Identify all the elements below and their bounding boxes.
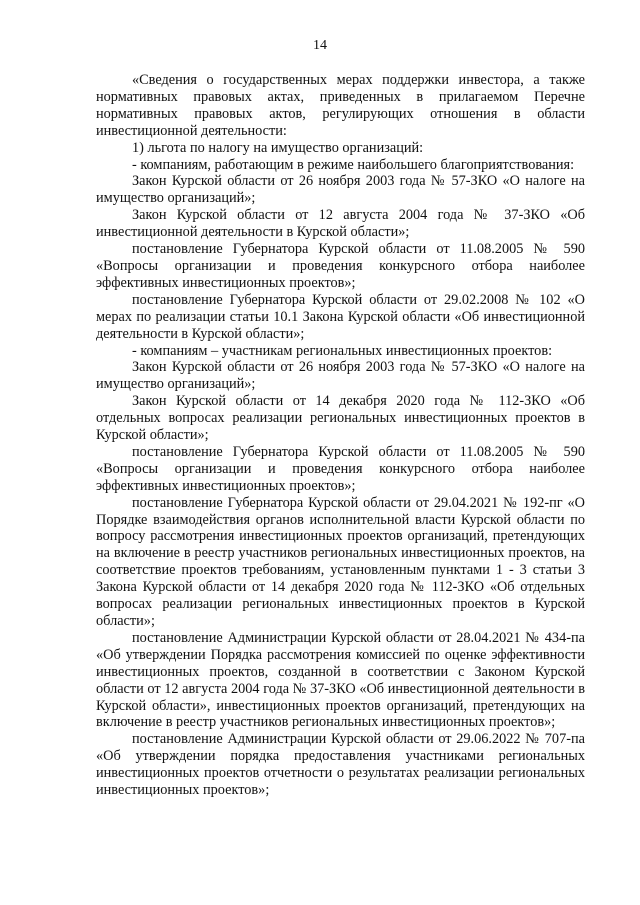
paragraph-property-tax-benefit: 1) льгота по налогу на имущество организаций:: [132, 139, 424, 156]
paragraph-favored-regime-companies: - компаниям, работающим в режиме наибольшего благоприятствования:: [132, 156, 575, 173]
paragraph-law-57-zko-repeat: Закон Курской области от 26 ноября 2003 года № 57-ЗКО «О налоге на имущество организаций»;: [96, 359, 585, 393]
page-number: 14: [313, 38, 327, 53]
paragraph-law-57-zko: Закон Курской области от 26 ноября 2003 года № 57-ЗКО «О налоге на имущество организаций»;: [96, 173, 585, 207]
paragraph-resolution-707-pa: постановление Администрации Курской области от 29.06.2022 № 707-па «Об утверждении порядка предоставления участниками региональных инвестиционных проектов отчетности о результатах реализации региональных инвестиционных проектов»;: [96, 731, 585, 799]
paragraph-decree-192-pg: постановление Губернатора Курской области от 29.04.2021 № 192-пг «О Порядке взаимодействия органов исполнительной власти Курской области по вопросу рассмотрения инвестиционных проектов организаций, претендующих на включение в реестр участников региональных инвестиционных проектов, на соответствие проектов требованиям, установленным пунктами 1 - 3 статьи 3 Закона Курской области от 14 декабря 2020 года № 112-ЗКО «Об отдельных вопросах реализации региональных инвестиционных проектов в Курской области»;: [96, 494, 585, 629]
paragraph-regional-project-participants: - компаниям – участникам региональных инвестиционных проектов:: [132, 342, 553, 359]
document-body: [96, 72, 585, 799]
paragraph-decree-590-repeat: постановление Губернатора Курской области от 11.08.2005 № 590 «Вопросы организации и проведения конкурсного отбора наиболее эффективных инвестиционных проектов»;: [96, 443, 585, 494]
paragraph-law-37-zko: Закон Курской области от 12 августа 2004 года № 37-ЗКО «Об инвестиционной деятельности в Курской области»;: [96, 207, 585, 241]
paragraph-decree-102: постановление Губернатора Курской области от 29.02.2008 № 102 «О мерах по реализации статьи 10.1 Закона Курской области «Об инвестиционной деятельности в Курской области»;: [96, 291, 585, 342]
paragraph-decree-590: постановление Губернатора Курской области от 11.08.2005 № 590 «Вопросы организации и проведения конкурсного отбора наиболее эффективных инвестиционных проектов»;: [96, 241, 585, 291]
paragraph-intro: «Сведения о государственных мерах поддержки инвестора, а также нормативных правовых актах, приведенных в прилагаемом Перечне нормативных правовых актов, регулирующих отношения в области инвестиционной деятельности:: [96, 72, 585, 139]
paragraph-resolution-434-pa: постановление Администрации Курской области от 28.04.2021 № 434-па «Об утверждении Порядка рассмотрения комиссией по оценке эффективности инвестиционных проектов, созданной в соответствии с Законом Курской области от 12 августа 2004 года № 37-ЗКО «Об инвестиционной деятельности в Курской области», инвестиционных проектов организаций, претендующих на включение в реестр участников региональных инвестиционных проектов»;: [96, 629, 585, 731]
paragraph-law-112-zko: Закон Курской области от 14 декабря 2020 года № 112-ЗКО «Об отдельных вопросах реализации региональных инвестиционных проектов в Курской области»;: [96, 393, 585, 444]
